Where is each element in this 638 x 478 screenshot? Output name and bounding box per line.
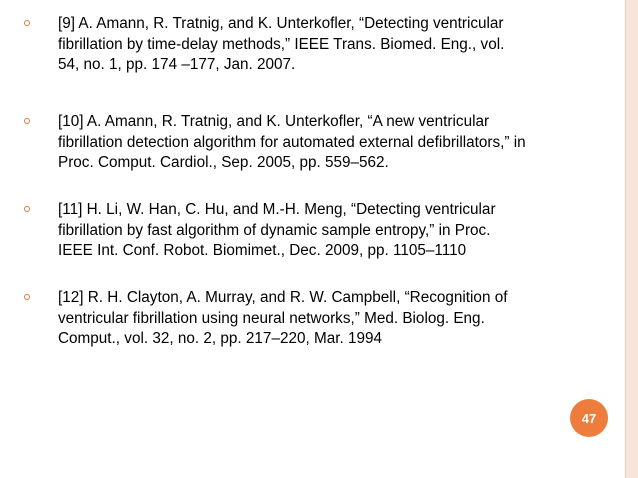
circle-bullet-icon xyxy=(24,118,30,124)
circle-bullet-icon xyxy=(24,294,30,300)
reference-text: [9] A. Amann, R. Tratnig, and K. Unterkofler, “Detecting ventricular fibrillation by time-delay methods,” IEEE Trans. Biomed. Eng., vol. 54, no. 1, pp. 174 –177, Jan. 2007. xyxy=(58,15,505,73)
reference-text: [10] A. Amann, R. Tratnig, and K. Unterkofler, “A new ventricular fibrillation detection algorithm for automated external defibrillators,” in Proc. Comput. Cardiol., Sep. 2005, pp. 559–562. xyxy=(58,113,526,171)
circle-bullet-icon xyxy=(24,206,30,212)
reference-text: [12] R. H. Clayton, A. Murray, and R. W. Campbell, “Recognition of ventricular fibrillation using neural networks,” Med. Biolog. Eng. Comput., vol. 32, no. 2, pp. 217–220, Mar. 1994 xyxy=(58,289,508,347)
page-number-badge: 47 xyxy=(570,399,608,437)
slide-right-border xyxy=(625,0,638,478)
circle-bullet-icon xyxy=(24,20,30,26)
reference-text: [11] H. Li, W. Han, C. Hu, and M.-H. Meng, “Detecting ventricular fibrillation by fast algorithm of dynamic sample entropy,” in Proc. IEEE Int. Conf. Robot. Biomimet., Dec. 2009, pp. 1105–1110 xyxy=(58,201,496,259)
